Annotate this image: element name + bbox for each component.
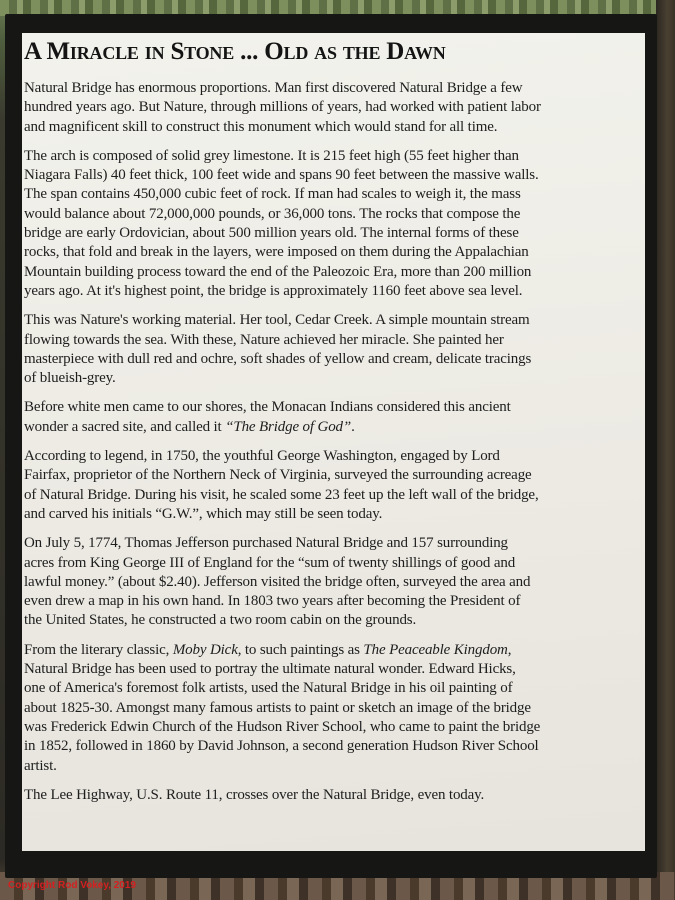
text-run: and magnificent skill to construct this monument which would stand for all time. bbox=[24, 118, 498, 135]
text-run: was Frederick Edwin Church of the Hudson River School, who came to paint the bridge bbox=[24, 718, 541, 735]
sign-paragraph bbox=[24, 311, 642, 388]
text-run: wonder a sacred site, and called it bbox=[24, 418, 226, 435]
sign-line bbox=[24, 398, 642, 417]
sign-line bbox=[24, 447, 642, 466]
sign-paragraph bbox=[24, 534, 642, 630]
text-run: From the literary classic, bbox=[24, 641, 173, 658]
sign-line bbox=[24, 311, 642, 330]
sign-paragraph bbox=[24, 786, 642, 805]
text-run: The span contains 450,000 cubic feet of rock. If man had scales to weigh it, the mass bbox=[24, 186, 521, 203]
sign-line bbox=[24, 224, 642, 243]
text-run: about 1825-30. Amongst many famous artists to paint or sketch an image of the bridge bbox=[24, 699, 531, 716]
sign-line bbox=[24, 147, 642, 166]
text-run: On July 5, 1774, Thomas Jefferson purchased Natural Bridge and 157 surrounding bbox=[24, 535, 508, 552]
text-run: and carved his initials “G.W.”, which may still be seen today. bbox=[24, 505, 383, 522]
sign-line bbox=[24, 466, 642, 485]
sign-panel bbox=[22, 33, 645, 851]
italic-text: “The Bridge of God” bbox=[225, 418, 352, 435]
sign-body bbox=[24, 79, 642, 815]
text-run: Niagara Falls) 40 feet thick, 100 feet wide and spans 90 feet between the massive walls. bbox=[24, 167, 539, 184]
text-run: one of America's foremost folk artists, used the Natural Bridge in his oil painting of bbox=[24, 680, 513, 697]
wooden-post bbox=[656, 0, 675, 900]
text-run: Before white men came to our shores, the Monacan Indians considered this ancient bbox=[24, 399, 511, 416]
sign-paragraph bbox=[24, 147, 642, 301]
sign-line bbox=[24, 282, 642, 301]
copyright-watermark: Copyright Rod Vokey, 2019 bbox=[8, 880, 136, 891]
sign-line bbox=[24, 757, 642, 776]
text-run: The arch is composed of solid grey limestone. It is 215 feet high (55 feet higher than bbox=[24, 147, 519, 164]
sign-paragraph bbox=[24, 398, 642, 437]
sign-line bbox=[24, 660, 642, 679]
text-run: rocks, that fold and break in the layers, were imposed on them during the Appalachian bbox=[24, 244, 529, 261]
sign-line bbox=[24, 486, 642, 505]
text-run: of blueish-grey. bbox=[24, 370, 116, 387]
sign-line bbox=[24, 737, 642, 756]
sign-line bbox=[24, 350, 642, 369]
text-run: acres from King George III of England for the “sum of twenty shillings of good and bbox=[24, 554, 516, 571]
text-run: the United States, he constructed a two room cabin on the grounds. bbox=[24, 612, 417, 629]
sign-line bbox=[24, 718, 642, 737]
text-run: Fairfax, proprietor of the Northern Neck of Virginia, surveyed the surrounding acreage bbox=[24, 467, 532, 484]
text-run: even drew a map in his own hand. In 1803 two years after becoming the President of bbox=[24, 593, 521, 610]
italic-text: Moby Dick bbox=[172, 641, 238, 658]
sign-line bbox=[24, 641, 642, 660]
text-run: artist. bbox=[24, 757, 57, 774]
sign-line bbox=[24, 786, 642, 805]
sign-line bbox=[24, 505, 642, 524]
text-run: Natural Bridge has enormous proportions. Man first discovered Natural Bridge a few bbox=[24, 80, 523, 96]
sign-line bbox=[24, 369, 642, 388]
sign-line bbox=[24, 79, 642, 98]
sign-line bbox=[24, 98, 642, 117]
sign-line bbox=[24, 166, 642, 185]
italic-text: The Peaceable Kingdom bbox=[363, 641, 508, 658]
text-run: The Lee Highway, U.S. Route 11, crosses over the Natural Bridge, even today. bbox=[24, 786, 485, 803]
sign-line bbox=[24, 185, 642, 204]
text-run: of Natural Bridge. During his visit, he scaled some 23 feet up the left wall of the bridge, bbox=[24, 486, 539, 503]
sign-paragraph bbox=[24, 641, 642, 776]
sign-line bbox=[24, 592, 642, 611]
text-run: masterpiece with dull red and ochre, soft shades of yellow and cream, delicate tracings bbox=[24, 350, 532, 367]
sign-line bbox=[24, 263, 642, 282]
sign-line bbox=[24, 118, 642, 137]
text-run: , to such paintings as bbox=[237, 641, 364, 658]
sign-line bbox=[24, 554, 642, 573]
text-run: lawful money.” (about $2.40). Jefferson visited the bridge often, surveyed the area and bbox=[24, 573, 531, 590]
text-run: . bbox=[351, 418, 355, 435]
text-run: Natural Bridge has been used to portray the ultimate natural wonder. Edward Hicks, bbox=[24, 661, 516, 678]
sign-line bbox=[24, 611, 642, 630]
sign-line bbox=[24, 573, 642, 592]
sign-line bbox=[24, 534, 642, 553]
text-run: would balance about 72,000,000 pounds, or 36,000 tons. The rocks that compose the bbox=[24, 205, 521, 222]
sign-paragraph bbox=[24, 447, 642, 524]
sign-title: A Miracle in Stone ... Old as the Dawn bbox=[24, 38, 446, 65]
sign-line bbox=[24, 205, 642, 224]
sign-paragraph bbox=[24, 79, 642, 137]
sign-line bbox=[24, 243, 642, 262]
text-run: years ago. At it's highest point, the bridge is approximately 1160 feet above sea level. bbox=[24, 282, 523, 299]
text-run: This was Nature's working material. Her tool, Cedar Creek. A simple mountain stream bbox=[24, 312, 530, 329]
sign-line bbox=[24, 331, 642, 350]
text-run: Mountain building process toward the end of the Paleozoic Era, more than 200 million bbox=[24, 263, 532, 280]
text-run: bridge are early Ordovician, about 500 million years old. The internal forms of these bbox=[24, 225, 519, 242]
sign-line bbox=[24, 699, 642, 718]
text-run: , bbox=[507, 641, 512, 658]
text-run: in 1852, followed in 1860 by David Johnson, a second generation Hudson River School bbox=[24, 738, 539, 755]
text-run: According to legend, in 1750, the youthful George Washington, engaged by Lord bbox=[24, 448, 500, 465]
sign-line bbox=[24, 679, 642, 698]
text-run: hundred years ago. But Nature, through millions of years, had worked with patient labor bbox=[24, 99, 541, 116]
sign-line bbox=[24, 418, 642, 437]
text-run: flowing towards the sea. With these, Nature achieved her miracle. She painted her bbox=[24, 331, 504, 348]
